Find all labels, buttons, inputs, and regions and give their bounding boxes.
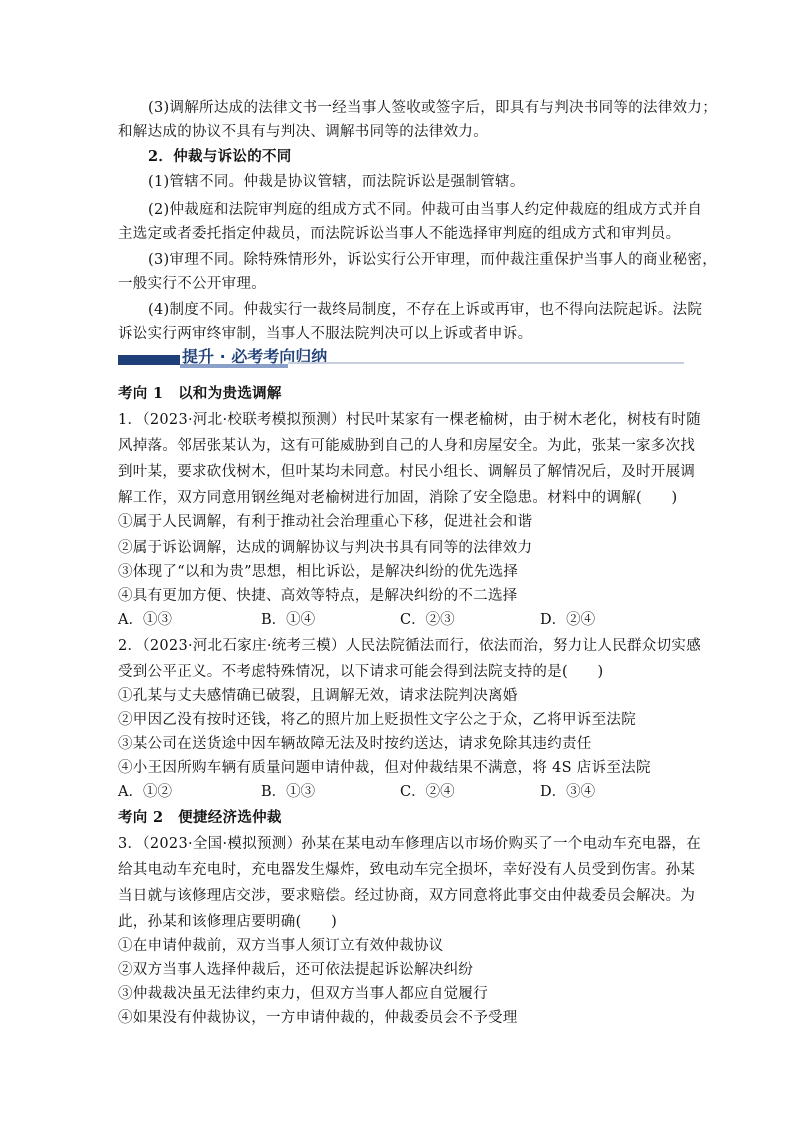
answer-option-c: C．②④ [400, 784, 455, 800]
statement-item: ③体现了“以和为贵”思想，相比诉讼，是解决纠纷的优先选择 [118, 564, 519, 580]
statement-item: ②甲因乙没有按时还钱，将乙的照片加上贬损性文字公之于众，乙将甲诉至法院 [118, 712, 636, 728]
statement-item: ③某公司在送货途中因车辆故障无法及时按约送达，请求免除其违约责任 [118, 736, 592, 752]
answer-option-a: A．①② [118, 784, 172, 800]
question-line: 1．（2023·河北·校联考模拟预测）村民叶某家有一棵老榆树，由于树木老化，树枝有时随 [118, 412, 701, 428]
statement-item: ②双方当事人选择仲裁后，还可依法提起诉讼解决纠纷 [118, 962, 474, 978]
question-line: 受到公平正义。不考虑特殊情况，以下请求可能会得到法院支持的是( ) [118, 664, 604, 680]
statement-item: ②属于诉讼调解，达成的调解协议与判决书具有同等的法律效力 [118, 540, 533, 556]
question-line: 给其电动车充电时，充电器发生爆炸，致电动车完全损坏，幸好没有人员受到伤害。孙某 [118, 862, 696, 878]
answer-option-b: B．①④ [261, 612, 316, 628]
section-heading: 2．仲裁与诉讼的不同 [148, 148, 292, 165]
question-line: 风掉落。邻居张某认为，这有可能威胁到自己的人身和房屋安全。为此，张某一家多次找 [118, 438, 696, 454]
paragraph-line: (4)制度不同。仲裁实行一裁终局制度，不存在上诉或再审，也不得向法院起诉。法院 [148, 302, 703, 318]
topic-title: 考向 2 便捷经济选仲裁 [118, 809, 282, 826]
paragraph-line: 和解达成的协议不具有与判决、调解书同等的法律效力。 [118, 124, 488, 140]
paragraph-line: (3)调解所达成的法律文书一经当事人签收或签字后，即具有与判决书同等的法律效力； [148, 100, 718, 116]
statement-item: ③仲裁裁决虽无法律约束力，但双方当事人都应自觉履行 [118, 986, 488, 1002]
answer-option-d: D．②④ [540, 612, 596, 628]
question-line: 3．（2023·全国·模拟预测）孙某在某电动车修理店以市场价购买了一个电动车充电器，在 [118, 836, 701, 852]
paragraph-line: 诉讼实行两审终审制，当事人不服法院判决可以上诉或者申诉。 [118, 326, 533, 342]
question-line: 此，孙某和该修理店要明确( ) [118, 914, 338, 930]
section-banner [118, 346, 684, 370]
question-line: 2．（2023·河北石家庄·统考三模）人民法院循法而行，依法而治，努力让人民群众切实感 [118, 638, 701, 654]
topic-title: 考向 1 以和为贵选调解 [118, 385, 282, 402]
banner-title: 提升 · 必考考向归纳 [182, 347, 328, 366]
statement-item: ①孔某与丈夫感情确已破裂，且调解无效，请求法院判决离婚 [118, 688, 518, 704]
paragraph-line: 一般实行不公开审理。 [118, 276, 266, 292]
banner-rule [288, 362, 684, 364]
question-line: 解工作，双方同意用钢丝绳对老榆树进行加固，消除了安全隐患。材料中的调解( ) [118, 490, 678, 506]
paragraph-line: (3)审理不同。除特殊情形外，诉讼实行公开审理，而仲裁注重保护当事人的商业秘密， [148, 252, 718, 268]
banner-bar-decoration [118, 355, 180, 365]
statement-item: ①属于人民调解，有利于推动社会治理重心下移，促进社会和谐 [118, 514, 533, 530]
answer-option-b: B．①③ [261, 784, 316, 800]
statement-item: ①在申请仲裁前，双方当事人须订立有效仲裁协议 [118, 938, 444, 954]
question-line: 到叶某，要求砍伐树木，但叶某均未同意。村民小组长、调解员了解情况后，及时开展调 [118, 464, 696, 480]
question-line: 当日就与该修理店交涉，要求赔偿。经过协商，双方同意将此事交由仲裁委员会解决。为 [118, 888, 696, 904]
statement-item: ④如果没有仲裁协议，一方申请仲裁的，仲裁委员会不予受理 [118, 1010, 518, 1026]
paragraph-line: (1)管辖不同。仲裁是协议管辖，而法院诉讼是强制管辖。 [148, 174, 525, 190]
answer-option-c: C．②③ [400, 612, 455, 628]
statement-item: ④具有更加方便、快捷、高效等特点，是解决纠纷的不二选择 [118, 588, 518, 604]
paragraph-line: 主选定或者委托指定仲裁员，而法院诉讼当事人不能选择审判庭的组成方式和审判员。 [118, 226, 681, 242]
statement-item: ④小王因所购车辆有质量问题申请仲裁，但对仲裁结果不满意，将 4S 店诉至法院 [118, 760, 651, 776]
answer-option-d: D．③④ [540, 784, 596, 800]
answer-option-a: A．①③ [118, 612, 172, 628]
paragraph-line: (2)仲裁庭和法院审判庭的组成方式不同。仲裁可由当事人约定仲裁庭的组成方式并自 [148, 202, 703, 218]
